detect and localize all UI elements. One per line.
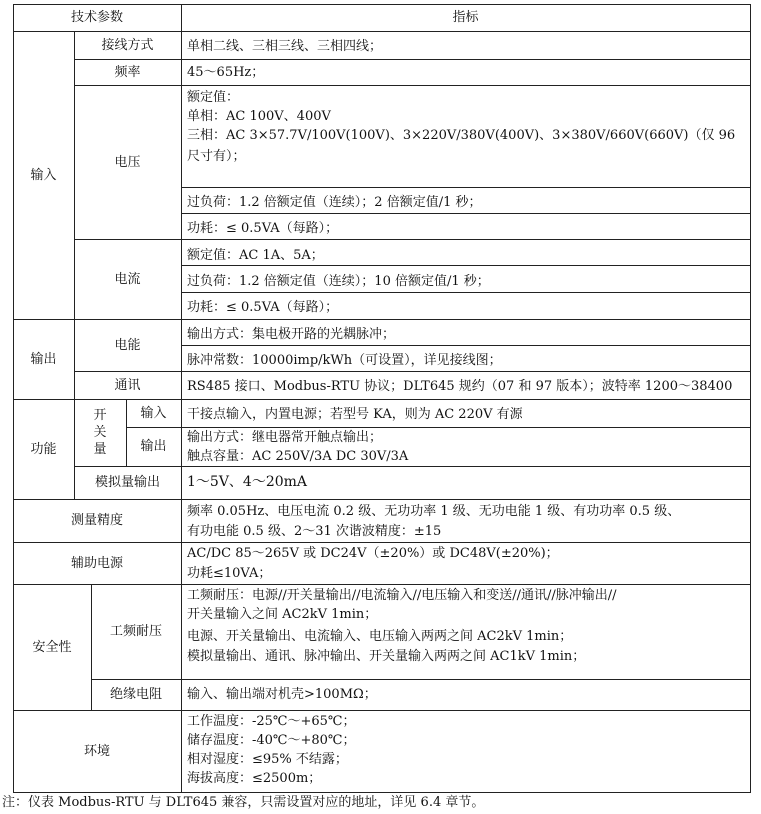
switch-input-label: 输入 bbox=[140, 405, 167, 421]
voltage-rated-line-3: 三相：AC 3×57.7V/100V(100V)、3×220V/380V(400V)、3×380V/660V(660V)（仅 96 bbox=[187, 128, 736, 143]
border bbox=[13, 710, 750, 711]
safety-group-label: 安全性 bbox=[32, 639, 72, 655]
border bbox=[750, 4, 751, 793]
border bbox=[13, 4, 14, 793]
border bbox=[13, 542, 750, 543]
voltage-rated-line-1: 额定值： bbox=[187, 90, 240, 105]
voltage-overload: 过负荷：1.2 倍额定值（连续）；2 倍额定值/1 秒； bbox=[187, 195, 482, 210]
environment-line-3: 相对湿度：≤95% 不结露； bbox=[187, 752, 348, 767]
border bbox=[13, 4, 750, 5]
aux-power-line-2: 功耗≤10VA； bbox=[187, 566, 272, 581]
switch-label bbox=[74, 399, 126, 466]
border bbox=[91, 584, 92, 710]
aux-power-label: 辅助电源 bbox=[70, 555, 123, 571]
wiring-value: 单相二线、三相三线、三相四线； bbox=[187, 39, 383, 54]
voltage-power: 功耗：≤ 0.5VA（每路）； bbox=[187, 221, 339, 236]
output-group-label: 输出 bbox=[30, 351, 57, 367]
environment-line-4: 海拔高度：≤2500m； bbox=[187, 771, 322, 786]
current-power: 功耗：≤ 0.5VA（每路）； bbox=[187, 300, 339, 315]
switch-input-value: 干接点输入，内置电源；若型号 KA，则为 AC 220V 有源 bbox=[187, 407, 523, 422]
border bbox=[181, 345, 750, 346]
border bbox=[181, 265, 750, 266]
wiring-label: 接线方式 bbox=[101, 37, 154, 53]
analog-value: 1～5V、4～20mA bbox=[187, 474, 308, 490]
accuracy-line-2: 有功电能 0.5 级、2～31 次谐波精度：±15 bbox=[187, 524, 442, 539]
border bbox=[181, 213, 750, 214]
switch-output-line-1: 输出方式：继电器常开触点输出； bbox=[187, 430, 383, 445]
energy-pulse: 脉冲常数：10000imp/kWh（可设置），详见接线图； bbox=[187, 353, 502, 368]
freq-label: 频率 bbox=[114, 64, 141, 80]
border bbox=[74, 371, 750, 372]
switch-label-char-1: 开 bbox=[93, 408, 107, 423]
aux-power-line-1: AC/DC 85～265V 或 DC24V（±20%）或 DC48V(±20%)； bbox=[187, 546, 559, 561]
current-rated: 额定值：AC 1A、5A； bbox=[187, 248, 324, 263]
freq-value: 45～65Hz； bbox=[187, 65, 265, 80]
border bbox=[13, 584, 750, 585]
environment-line-2: 储存温度：-40℃～+80℃； bbox=[187, 733, 356, 748]
border bbox=[74, 59, 750, 60]
border bbox=[74, 31, 75, 499]
voltage-rated-line-4: 尺寸有）； bbox=[187, 149, 246, 164]
border bbox=[13, 319, 750, 320]
environment-label: 环境 bbox=[83, 743, 110, 759]
withstand-line-2: 开关量输入之间 AC2kV 1min； bbox=[187, 607, 378, 622]
border bbox=[74, 85, 750, 86]
border bbox=[13, 792, 750, 793]
analog-label: 模拟量输出 bbox=[94, 475, 160, 490]
border bbox=[126, 399, 127, 466]
withstand-line-3: 电源、开关量输出、电流输入、电压输入两两之间 AC2kV 1min； bbox=[187, 629, 573, 644]
border bbox=[74, 466, 750, 467]
comm-value: RS485 接口、Modbus-RTU 协议；DLT645 规约（07 和 97 版本）；波特率 1200～38400 bbox=[187, 379, 733, 394]
header-param: 技术参数 bbox=[70, 10, 123, 25]
voltage-rated-line-2: 单相：AC 100V、400V bbox=[187, 109, 331, 124]
comm-label: 通讯 bbox=[114, 377, 141, 393]
insulation-value: 输入、输出端对机壳>100MΩ； bbox=[187, 687, 377, 702]
border bbox=[13, 499, 750, 500]
switch-label-char-2: 关 bbox=[93, 425, 107, 440]
border bbox=[13, 31, 750, 32]
environment-line-1: 工作温度：-25℃～+65℃； bbox=[187, 714, 356, 729]
current-overload: 过负荷：1.2 倍额定值（连续）；10 倍额定值/1 秒； bbox=[187, 274, 490, 289]
energy-label: 电能 bbox=[114, 337, 141, 353]
switch-output-label: 输出 bbox=[140, 439, 167, 454]
border bbox=[13, 399, 750, 400]
voltage-label: 电压 bbox=[114, 154, 141, 170]
border bbox=[74, 239, 750, 240]
border bbox=[181, 292, 750, 293]
energy-mode: 输出方式：集电极开路的光耦脉冲； bbox=[187, 327, 396, 342]
withstand-line-4: 模拟量输出、通讯、脉冲输出、开关量输入两两之间 AC1kV 1min； bbox=[187, 649, 586, 664]
accuracy-label: 测量精度 bbox=[70, 513, 123, 528]
border bbox=[126, 427, 750, 428]
withstand-line-1: 工频耐压：电源//开关量输出//电流输入//电压输入和变送//通讯//脉冲输出// bbox=[187, 588, 617, 603]
switch-label-char-3: 量 bbox=[93, 442, 107, 457]
border bbox=[181, 4, 182, 793]
withstand-label: 工频耐压 bbox=[109, 624, 162, 639]
header-indicator: 指标 bbox=[452, 10, 479, 25]
border bbox=[91, 679, 750, 680]
insulation-label: 绝缘电阻 bbox=[109, 687, 162, 702]
footnote: 注：仪表 Modbus-RTU 与 DLT645 兼容，只需设置对应的地址，详见 6.4 章节。 bbox=[2, 795, 485, 810]
function-group-label: 功能 bbox=[30, 441, 57, 457]
switch-output-line-2: 触点容量：AC 250V/3A DC 30V/3A bbox=[187, 449, 409, 464]
border bbox=[181, 187, 750, 188]
current-label: 电流 bbox=[114, 271, 141, 287]
accuracy-line-1: 频率 0.05Hz、电压电流 0.2 级、无功功率 1 级、无功电能 1 级、有功功率 0.5 级、 bbox=[187, 504, 681, 519]
input-group-label: 输入 bbox=[30, 167, 57, 183]
